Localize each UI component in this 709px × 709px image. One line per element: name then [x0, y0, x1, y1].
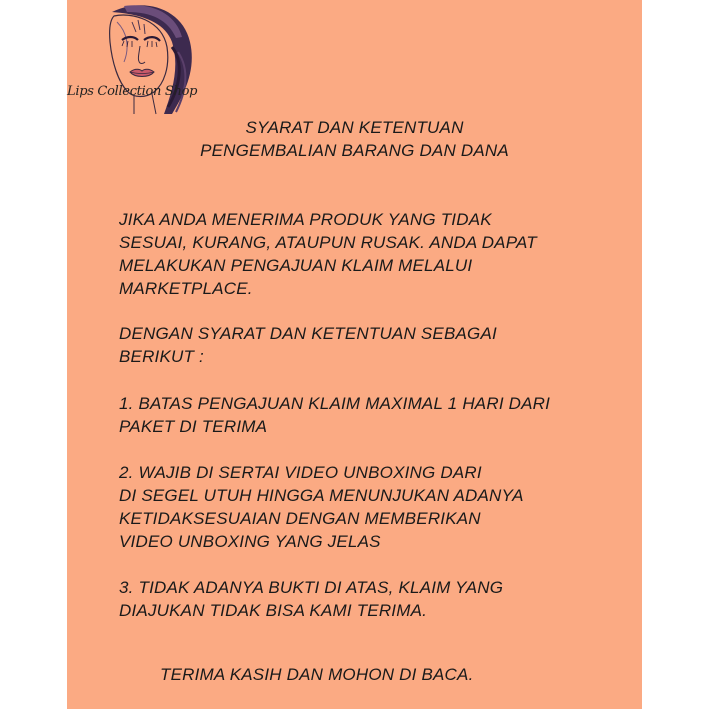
face-logo-icon	[72, 2, 212, 120]
text-line: DI SEGEL UTUH HINGGA MENUNJUKAN ADANYA	[119, 486, 524, 505]
text-line: 2. WAJIB DI SERTAI VIDEO UNBOXING DARI	[119, 463, 482, 482]
page-title: SYARAT DAN KETENTUAN	[245, 118, 464, 137]
text-line: KETIDAKSESUAIAN DENGAN MEMBERIKAN	[119, 509, 481, 528]
closing-text	[160, 663, 680, 686]
text-line: TERIMA KASIH DAN MOHON DI BACA.	[160, 665, 474, 684]
brand-name: Lips Collection Shop	[67, 84, 198, 99]
terms-heading	[119, 322, 639, 368]
text-line: MELAKUKAN PENGAJUAN KLAIM MELALUI	[119, 256, 473, 275]
rule-2	[119, 461, 639, 553]
text-line: DIAJUKAN TIDAK BISA KAMI TERIMA.	[119, 601, 428, 620]
text-line: SESUAI, KURANG, ATAUPUN RUSAK. ANDA DAPAT	[119, 233, 537, 252]
text-line: PAKET DI TERIMA	[119, 417, 268, 436]
page-subtitle: PENGEMBALIAN BARANG DAN DANA	[200, 141, 509, 160]
intro-paragraph	[119, 208, 639, 300]
text-line: VIDEO UNBOXING YANG JELAS	[119, 532, 381, 551]
text-line: 3. TIDAK ADANYA BUKTI DI ATAS, KLAIM YANG	[119, 578, 504, 597]
rule-3	[119, 576, 639, 622]
text-line: JIKA ANDA MENERIMA PRODUK YANG TIDAK	[119, 210, 492, 229]
text-line: BERIKUT :	[119, 347, 204, 366]
text-line: 1. BATAS PENGAJUAN KLAIM MAXIMAL 1 HARI DARI	[119, 394, 551, 413]
rule-1	[119, 392, 639, 438]
text-line: MARKETPLACE.	[119, 279, 253, 298]
text-line: DENGAN SYARAT DAN KETENTUAN SEBAGAI	[119, 324, 497, 343]
